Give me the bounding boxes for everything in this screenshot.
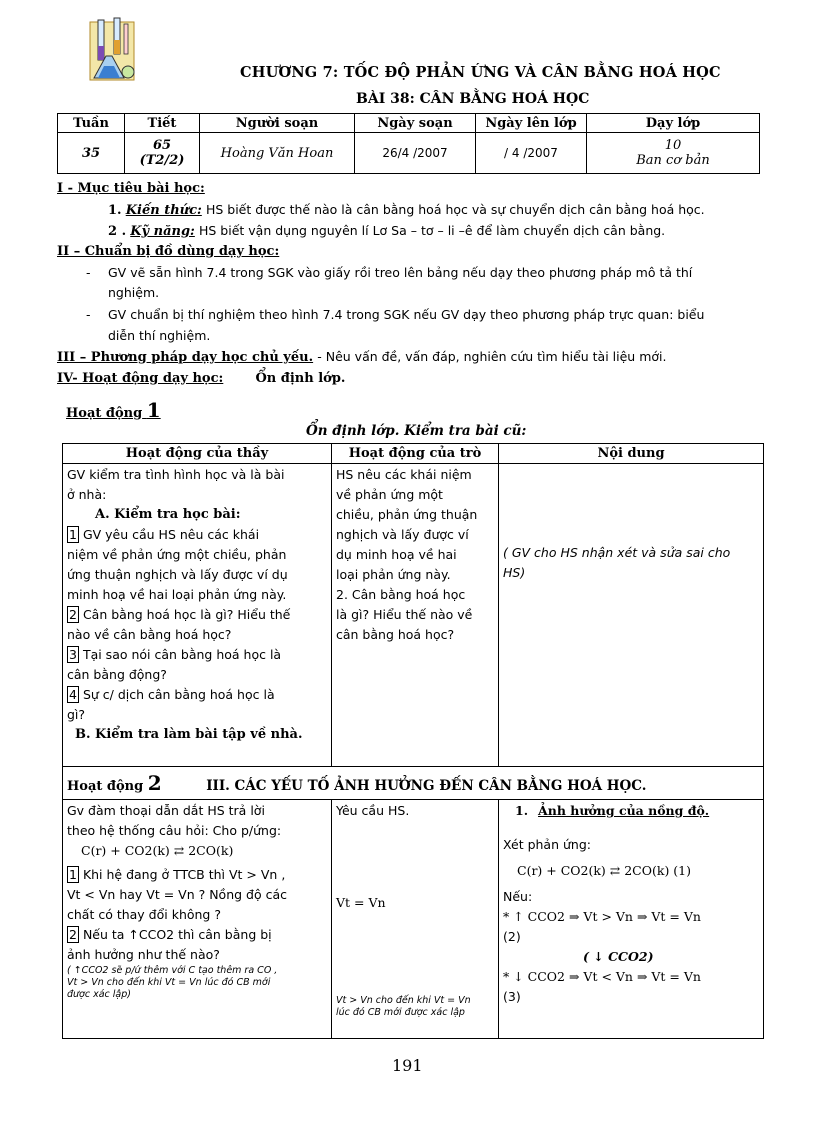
a1-teacher-line: ứng thuận nghịch và lấy được ví dụ	[67, 567, 288, 582]
prep-heading: II – Chuẩn bị đồ dùng dạy học:	[57, 244, 280, 259]
a1-teacher-line: niệm về phản ứng một chiều, phản	[67, 547, 287, 562]
period-value	[125, 133, 200, 174]
activity1-student-cell	[332, 464, 499, 767]
q4-box: 4	[69, 687, 77, 702]
a2-question-2	[67, 925, 327, 945]
a1-student-line: HS nêu các khái niệm	[336, 467, 472, 482]
a2-teacher-line: Gv đàm thoại dẫn dắt HS trả lời	[67, 803, 265, 818]
objective-skills-label: Kỹ năng:	[130, 224, 195, 239]
activity2-title-row	[63, 767, 764, 800]
col-student-header: Hoạt động của trò	[332, 444, 499, 464]
activity2-teacher-cell	[63, 800, 332, 1039]
header-author: Người soạn	[200, 114, 355, 133]
a2-teacher-line: Vt < Vn hay Vt = Vn ? Nồng độ các	[67, 887, 287, 902]
activity-table	[62, 443, 764, 1039]
header-week: Tuần	[58, 114, 125, 133]
header-date-prepared: Ngày soạn	[355, 114, 476, 133]
a1-teacher-line: cân bằng động?	[67, 667, 167, 682]
q2-text: Cân bằng hoá học là gì? Hiểu thế	[82, 607, 291, 622]
a2-teacher-line: theo hệ thống câu hỏi: Cho p/ứng:	[67, 823, 282, 838]
a2-content-line: Xét phản ứng:	[503, 837, 591, 852]
a2-q1-text: Khi hệ đang ở TTCB thì Vt > Vn ,	[82, 867, 286, 882]
a1-section-a: A. Kiểm tra học bài:	[95, 507, 241, 522]
a1-student-line: là gì? Hiểu thế nào về	[336, 607, 473, 622]
a2-content-line: Nếu:	[503, 889, 533, 904]
a1-content-line: HS)	[503, 565, 526, 580]
a2-content-equation: C(r) + CO2(k) ⇄ 2CO(k) (1)	[517, 863, 691, 878]
header-class: Dạy lớp	[587, 114, 760, 133]
q2-box: 2	[69, 607, 77, 622]
q3-box: 3	[69, 647, 77, 662]
objective-knowledge-label: Kiến thức:	[125, 203, 202, 218]
a2-q2-box: 2	[69, 927, 77, 942]
prep-item2-line2: diễn thí nghiệm.	[108, 328, 211, 343]
class-line1: 10	[664, 138, 682, 153]
objective-knowledge	[108, 202, 705, 218]
q3-text: Tại sao nói cân bằng hoá học là	[82, 647, 282, 662]
author-value: Hoàng Văn Hoan	[200, 133, 355, 174]
method-text: - Nêu vấn đề, vấn đáp, nghiên cứu tìm hiểu tài liệu mới.	[317, 349, 667, 364]
activity2-number: 2	[147, 771, 162, 795]
q4-text: Sự c/ dịch cân bằng hoá học là	[82, 687, 275, 702]
col-content-header: Nội dung	[499, 444, 764, 464]
a1-student-line: chiều, phản ứng thuận	[336, 507, 478, 522]
a2-student-note: Vt > Vn cho đến khi Vt = Vn	[336, 995, 471, 1006]
a2-content-heading	[503, 801, 759, 821]
lesson-title: BÀI 38: CÂN BẰNG HOÁ HỌC	[356, 91, 590, 107]
chapter-title: CHƯƠNG 7: TỐC ĐỘ PHẢN ỨNG VÀ CÂN BẰNG HOÁ HỌC	[240, 64, 721, 81]
a1-student-line: loại phản ứng này.	[336, 567, 451, 582]
q1-text: GV yêu cầu HS nêu các khái	[82, 527, 260, 542]
a2-q2-text: Nếu ta ↑CCO2 thì cân bằng bị	[82, 927, 272, 942]
a1-student-line: về phản ứng một	[336, 487, 443, 502]
objective-skills	[108, 223, 665, 239]
activity1-teacher-cell	[63, 464, 332, 767]
objective-skills-num: 2 .	[108, 224, 127, 239]
period-line1: 65	[152, 138, 172, 153]
activity1-title	[66, 398, 161, 422]
a2-content-line: * ↑ CCO2 ⇒ Vt > Vn ⇒ Vt = Vn	[503, 909, 701, 924]
a1-teacher-line: minh hoạ về hai loại phản ứng này.	[67, 587, 287, 602]
a1-question-2	[67, 605, 327, 625]
a2-content-line: (2)	[503, 929, 521, 944]
class-value	[587, 133, 760, 174]
q1-box: 1	[69, 527, 77, 542]
date-prepared-value: 26/4 /2007	[355, 133, 476, 174]
a2-note-line: được xác lập)	[67, 989, 131, 1000]
a2-note-line: Vt > Vn cho đến khi Vt = Vn lúc đó CB mới	[67, 977, 271, 988]
header-date-taught: Ngày lên lớp	[476, 114, 587, 133]
a2-q1-box: 1	[69, 867, 77, 882]
a1-teacher-line: ở nhà:	[67, 487, 107, 502]
a1-content-line: ( GV cho HS nhận xét và sửa sai cho	[503, 545, 731, 560]
a1-student-line: dụ minh hoạ về hai	[336, 547, 457, 562]
activities-heading: IV- Hoạt động dạy học:	[57, 371, 224, 386]
a2-content-line: (3)	[503, 989, 521, 1004]
a1-question-1	[67, 525, 327, 545]
a1-student-line: cân bằng hoá học?	[336, 627, 455, 642]
a2-student-answer: Vt = Vn	[336, 895, 386, 910]
method-heading: III – Phương pháp dạy học chủ yếu.	[57, 350, 314, 365]
a1-question-3	[67, 645, 327, 665]
a2-question-1	[67, 865, 327, 885]
week-value: 35	[58, 133, 125, 174]
objective-skills-text: HS biết vận dụng nguyên lí Lơ Sa – tơ – li –ê để làm chuyển dịch cân bằng.	[198, 223, 666, 238]
objective-knowledge-num: 1.	[108, 203, 122, 218]
a2-note-line: ( ↑CCO2 sẽ p/ứ thêm với C tạo thêm ra CO ,	[67, 965, 278, 976]
activity1-subtitle: Ổn định lớp. Kiểm tra bài cũ:	[306, 423, 527, 439]
prep-item2-dash: -	[86, 307, 91, 322]
a2-student-line: Yêu cầu HS.	[336, 803, 410, 818]
a2-teacher-line: ảnh hưởng như thế nào?	[67, 947, 220, 962]
a2-heading-num: 1.	[515, 803, 529, 818]
prep-item1-dash: -	[86, 265, 91, 280]
activity2-content-cell	[499, 800, 764, 1039]
objectives-heading: I - Mục tiêu bài học:	[57, 181, 205, 196]
objective-knowledge-text: HS biết được thế nào là cân bằng hoá học và sự chuyển dịch cân bằng hoá học.	[205, 202, 705, 217]
lesson-info-table	[57, 113, 760, 174]
method-line	[57, 349, 666, 365]
col-teacher-header: Hoạt động của thầy	[63, 444, 332, 464]
a2-content-line: * ↓ CCO2 ⇒ Vt < Vn ⇒ Vt = Vn	[503, 969, 701, 984]
a2-heading-text: Ảnh hưởng của nồng độ.	[538, 803, 710, 818]
period-line2: (T2/2)	[139, 153, 185, 168]
class-line2: Ban cơ bản	[636, 153, 710, 168]
a2-equation: C(r) + CO2(k) ⇄ 2CO(k)	[81, 843, 234, 858]
a1-teacher-line: nào về cân bằng hoá học?	[67, 627, 232, 642]
a1-student-line: 2. Cân bằng hoá học	[336, 587, 466, 602]
a2-teacher-line: chất có thay đổi không ?	[67, 907, 221, 922]
a1-student-line: nghịch và lấy được ví	[336, 527, 469, 542]
a2-content-line: ( ↓ CCO2)	[583, 949, 654, 964]
prep-item2-line1: GV chuẩn bị thí nghiệm theo hình 7.4 trong SGK nếu GV dạy theo phương pháp trực quan: biểu	[108, 307, 705, 322]
date-taught-value: / 4 /2007	[476, 133, 587, 174]
a2-student-note: lúc đó CB mới được xác lập	[336, 1007, 465, 1018]
a1-teacher-line: GV kiểm tra tình hình học và là bài	[67, 467, 285, 482]
prep-item1-line2: nghiệm.	[108, 285, 160, 300]
activity2-title: III. CÁC YẾU TỐ ẢNH HƯỞNG ĐẾN CÂN BẰNG HOÁ HỌC.	[206, 778, 647, 794]
page-number: 191	[392, 1056, 423, 1075]
activity1-number: 1	[146, 398, 161, 422]
activities-line	[57, 371, 345, 386]
activity2-label: Hoạt động	[67, 779, 144, 794]
a1-question-4	[67, 685, 327, 705]
a1-teacher-line: gì?	[67, 707, 86, 722]
lab-equipment-logo	[84, 16, 140, 86]
activities-text: Ổn định lớp.	[255, 371, 346, 386]
activity1-content-cell	[499, 464, 764, 767]
activity2-student-cell	[332, 800, 499, 1039]
prep-item1-line1: GV vẽ sẵn hình 7.4 trong SGK vào giấy rồi treo lên bảng nếu dạy theo phương pháp mô tả thí	[108, 265, 693, 280]
a1-section-b: B. Kiểm tra làm bài tập về nhà.	[75, 727, 303, 742]
activity1-label: Hoạt động	[66, 406, 143, 421]
header-period: Tiết	[125, 114, 200, 133]
